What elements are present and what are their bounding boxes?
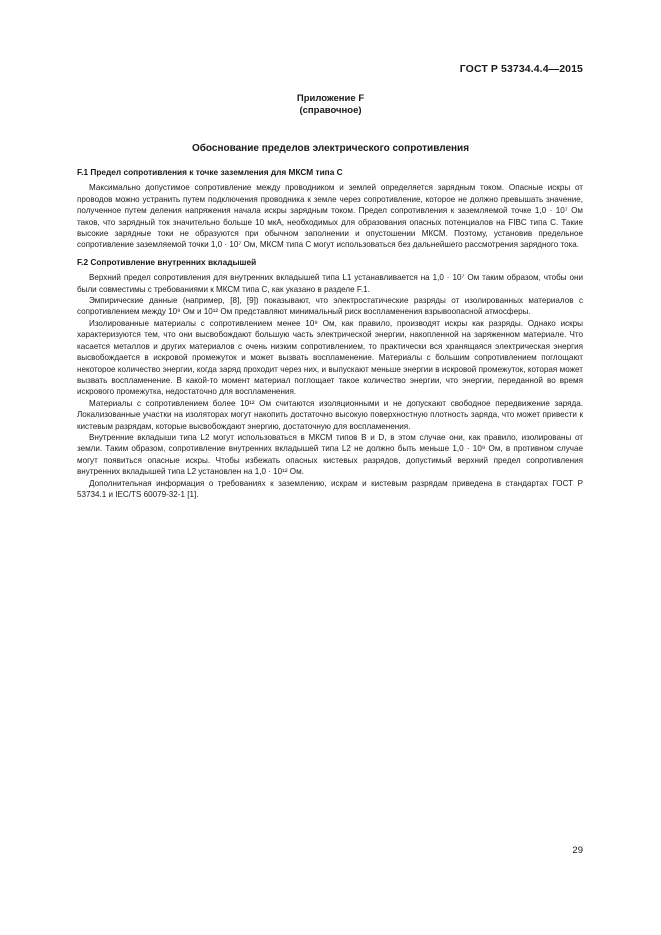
section-f2-paragraph-1: Верхний предел сопротивления для внутренних вкладышей типа L1 устанавливается на 1,0 · 10⁷ Ом таким образом, чтобы они были совместимы с требованиями к МКСМ типа С, как указано в разделе F.1. xyxy=(77,273,583,294)
section-f1-paragraph-1: Максимально допустимое сопротивление между проводником и землей определяется зарядным током. Опасные искры от проводов можно устранить путем подключения проводника к земле через сопротивление, которое не должно превышать значение, полученное путем деления напряжения начала искры зарядным током. Предел сопротивления к заземляемой точке 1,0 · 10⁷ Ом таков, что зарядный ток значительно больше 10 мкА, необходимых для образования опасных потенциалов на FIBC типа С. Такие высокие зарядные токи не образуются при обычном заполнении и опустошении МКСМ. Поэтому, установив предельное сопротивление заземляемой точки 1,0 · 10⁷ Ом, МКСМ типа С могут использоваться без дальнейшего рассмотрения зарядного тока. xyxy=(77,183,583,250)
section-f2-paragraph-2: Эмпирические данные (например, [8], [9]) показывают, что электростатические разряды от изолированных материалов с сопротивлением между 10⁹ Ом и 10¹² Ом представляют минимальный риск воспламенения взрывоопасной атмосферы. xyxy=(77,296,583,317)
section-f2-paragraph-5: Внутренние вкладыши типа L2 могут использоваться в МКСМ типов В и D, в этом случае они, как правило, изолированы от земли. Таким образом, сопротивление внутренних вкладышей типа L2 не должно быть меньше 1,0 · 10⁹ Ом, в противном случае могут появиться опасные искры. Чтобы избежать опасных кистевых разрядов, допустимый верхний предел сопротивления внутренних вкладышей типа L2 установлен на 1,0 · 10¹² Ом. xyxy=(77,432,583,477)
section-f2-paragraph-3: Изолированные материалы с сопротивлением менее 10⁹ Ом, как правило, производят искры как разряды. Однако искры характеризуются тем, что они высвобождают большую часть электрической энергии, накопленной на заряженном материале. Что касается металлов и других материалов с очень низким сопротивлением, то практически вся хранящаяся электрическая энергия высвобождается в искровой промежуток и может вызвать воспламенение. Материалы с большим сопротивлением поглощают некоторое количество энергии, когда заряд проходит через них, и выпускают меньше энергии в искровой промежуток, которая может вызвать воспламенение. В какой-то момент материал поглощает такое количество энергии, что энергии, переданной во время искрового промежутка, недостаточно для воспламенения. xyxy=(77,318,583,397)
standard-code-header: ГОСТ Р 53734.4.4—2015 xyxy=(459,63,583,75)
section-f2-heading: F.2 Сопротивление внутренних вкладышей xyxy=(77,256,257,267)
section-f2-paragraph-6: Дополнительная информация о требованиях к заземлению, искрам и кистевым разрядам приведена в стандартах ГОСТ Р 53734.1 и IEC/TS 60079-32-1 [1]. xyxy=(77,478,583,499)
section-f1-heading: F.1 Предел сопротивления к точке заземления для МКСМ типа С xyxy=(77,167,343,177)
document-body xyxy=(77,167,583,500)
annex-subtitle: (справочное) xyxy=(299,105,362,116)
page-number: 29 xyxy=(572,845,583,856)
document-title: Обоснование пределов электрического сопротивления xyxy=(191,143,470,154)
section-f2-paragraph-4: Материалы с сопротивлением более 10¹² Ом считаются изоляционными и не допускают свободное передвижение заряда. Локализованные участки на изоляторах могут накопить достаточно высокую поверхностную плотность заряда, что может привести к кистевым разрядам, которые высвобождают энергию, достаточную для воспламенения. xyxy=(77,398,583,431)
annex-title: Приложение F xyxy=(296,93,365,104)
